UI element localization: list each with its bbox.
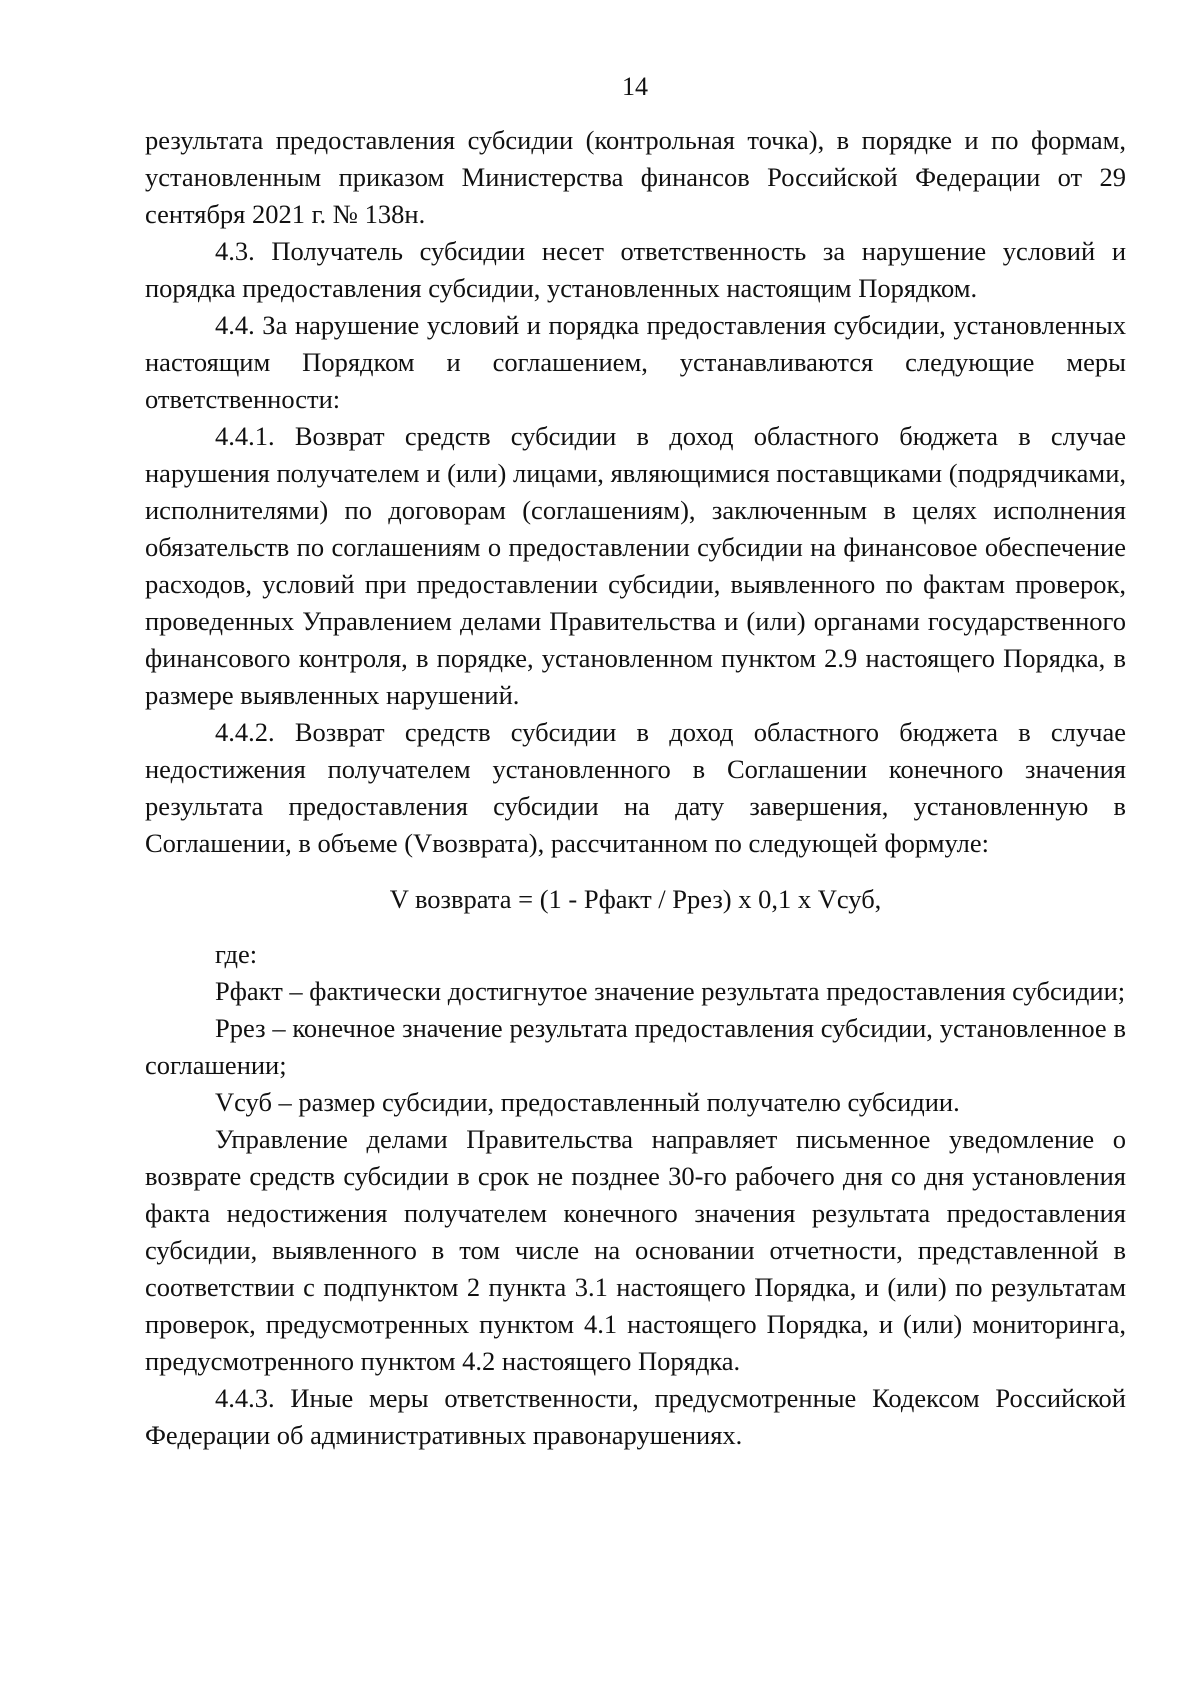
page-number: 14: [622, 72, 648, 101]
where-label: где:: [215, 939, 258, 969]
paragraph-continuation: результата предоставления субсидии (контрольная точка), в порядке и по формам, установленным приказом Министерства финансов Российской Федерации от 29 сентября 2021 г. № 138н.: [145, 125, 1126, 229]
paragraph-4-4-3: 4.4.3. Иные меры ответственности, предусмотренные Кодексом Российской Федерации об административных правонарушениях.: [145, 1383, 1126, 1450]
refund-formula: V возврата = (1 - Рфакт / Ррез) х 0,1 х Vсуб,: [389, 884, 882, 914]
paragraph-4-4: 4.4. За нарушение условий и порядка предоставления субсидии, установленных настоящим Порядком и соглашением, устанавливаются следующие меры ответственности:: [145, 310, 1126, 414]
definition-v-sub: Vсуб – размер субсидии, предоставленный получателю субсидии.: [215, 1087, 960, 1117]
paragraph-4-3: 4.3. Получатель субсидии несет ответственность за нарушение условий и порядка предоставления субсидии, установленных настоящим Порядком.: [145, 236, 1126, 303]
definition-p-fact: Рфакт – фактически достигнутое значение результата предоставления субсидии;: [215, 976, 1126, 1006]
paragraph-4-4-2: 4.4.2. Возврат средств субсидии в доход областного бюджета в случае недостижения получателем установленного в Соглашении конечного значения результата предоставления субсидии на дату завершения, установленную в Соглашении, в объеме (Vвозврата), рассчитанном по следующей формуле:: [145, 717, 1126, 858]
definition-p-rez: Ррез – конечное значение результата предоставления субсидии, установленное в соглашении;: [145, 1013, 1126, 1080]
paragraph-notification: Управление делами Правительства направляет письменное уведомление о возврате средств субсидии в срок не позднее 30-го рабочего дня со дня установления факта недостижения получателем конечного значения результата предоставления субсидии, выявленного в том числе на основании отчетности, представленной в соответствии с подпунктом 2 пункта 3.1 настоящего Порядка, и (или) по результатам проверок, предусмотренных пунктом 4.1 настоящего Порядка, и (или) мониторинга, предусмотренного пунктом 4.2 настоящего Порядка.: [145, 1124, 1126, 1376]
paragraph-4-4-1: 4.4.1. Возврат средств субсидии в доход областного бюджета в случае нарушения получателем и (или) лицами, являющимися поставщиками (подрядчиками, исполнителями) по договорам (соглашениям), заключенным в целях исполнения обязательств по соглашениям о предоставлении субсидии на финансовое обеспечение расходов, условий при предоставлении субсидии, выявленного по фактам проверок, проведенных Управлением делами Правительства и (или) органами государственного финансового контроля, в порядке, установленном пунктом 2.9 настоящего Порядка, в размере выявленных нарушений.: [145, 421, 1126, 710]
document-body: [145, 122, 1126, 1454]
